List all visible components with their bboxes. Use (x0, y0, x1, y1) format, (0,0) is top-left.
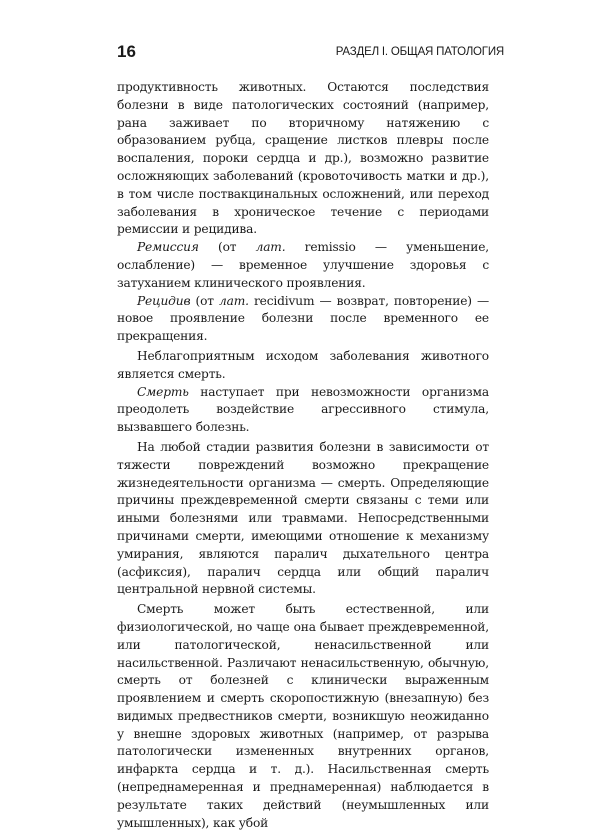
paragraph-death (117, 384, 489, 437)
remission-from: (от (217, 240, 237, 255)
text-body (117, 79, 489, 832)
section-title: РАЗДЕЛ I. ОБЩАЯ ПАТОЛОГИЯ (335, 46, 504, 58)
remission-lat: лат. (255, 240, 286, 255)
term-death: Смерть (137, 384, 189, 399)
page-number: 16 (117, 42, 136, 61)
relapse-definition: recidivum — возврат, повторение) — новое проявление болезни после временного ее прекращения. (117, 293, 490, 344)
term-relapse: Рецидив (137, 293, 191, 308)
paragraph-death-causes: На любой стадии развития болезни в зависимости от тяжести повреждений возможно прекращение жизнедеятельности организма — смерть. Определяющие причины преждевременной смерти связаны с теми или иными болезнями или травмами. Непосредственными причинами смерти, имеющими отношение к механизму умирания, являются паралич дыхательного центра (асфиксия), паралич сердца или общий паралич центральной нервной системы. (117, 439, 489, 597)
remission-definition: remissio — уменьшение, ослабление) — временное улучшение здоровья с затуханием клинического проявления. (117, 240, 489, 290)
death-definition: наступает при невозможности организма преодолеть воздействие агрессивного стимула, вызвавшего болезнь. (117, 384, 489, 435)
paragraph-remission (117, 239, 489, 292)
relapse-lat: лат. (219, 293, 249, 308)
page-header (117, 40, 504, 64)
paragraph-relapse (117, 293, 489, 346)
paragraph-outcomes: продуктивность животных. Остаются последствия болезни в виде патологических состояний (например, рана заживает по вторичному натяжению с образованием рубца, сращение листков плевры после воспаления, пороки сердца и др.), возможно развитие осложняющих заболеваний (кровоточивость матки и др.), в том числе поствакцинальных осложнений, или переход заболевания в хроническое течение с периодами ремиссии и рецидива. (117, 80, 489, 237)
paragraph-unfavorable-outcome: Неблагоприятным исходом заболевания животного является смерть. (117, 348, 489, 381)
relapse-from: (от (195, 293, 214, 308)
paragraph-death-types: Смерть может быть естественной, или физиологической, но чаще она бывает преждевременной, или патологической, ненасильственной или насильственной. Различают ненасильственную, обычную, смерть от болезней с клинически выраженным проявлением и смерть скоропостижную (внезапную) без видимых предвестников смерти, возникшую неожиданно у внешне здоровых животных (например, от разрыва патологически измененных внутренних органов, инфаркта сердца и т. д.). Насильственная смерть (непреднамеренная и преднамеренная) наблюдается в результате таких действий (неумышленных или умышленных), как убой (117, 602, 489, 830)
term-remission: Ремиссия (137, 240, 199, 255)
